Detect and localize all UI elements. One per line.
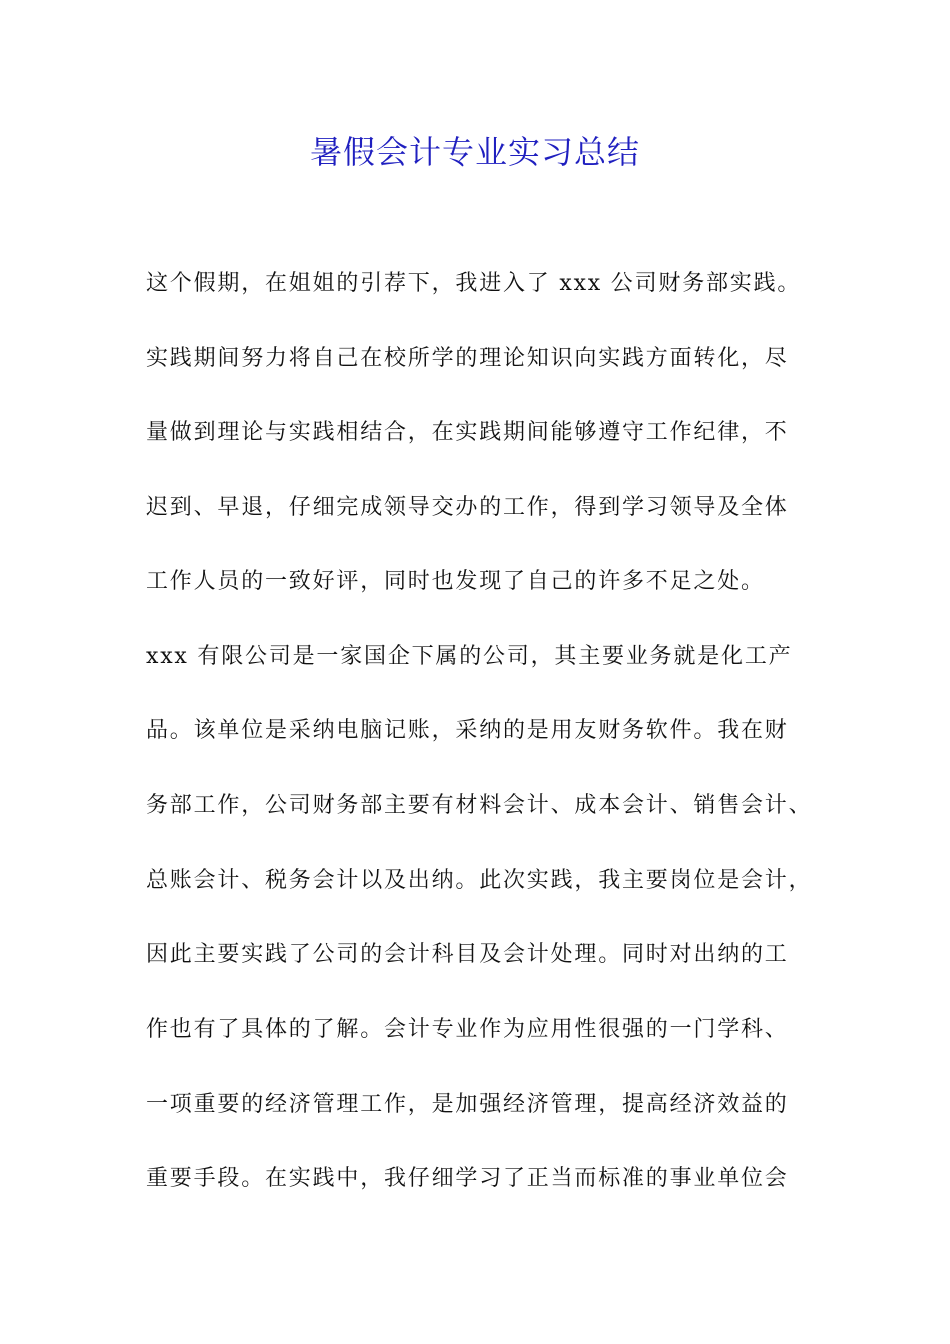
paragraph-line: 品。该单位是采纳电脑记账，采纳的是用友财务软件。我在财 xyxy=(146,718,789,743)
paragraph-line: 迟到、早退，仔细完成领导交办的工作，得到学习领导及全体 xyxy=(146,495,789,520)
paragraph-line: 作也有了具体的了解。会计专业作为应用性很强的一门学科、 xyxy=(146,1017,789,1042)
paragraph-line: xxx 有限公司是一家国企下属的公司，其主要业务就是化工产 xyxy=(146,644,793,669)
paragraph-line: 实践期间努力将自己在校所学的理论知识向实践方面转化，尽 xyxy=(146,346,789,371)
paragraph-line: 工作人员的一致好评，同时也发现了自己的许多不足之处。 xyxy=(146,569,765,594)
paragraph-line: 一项重要的经济管理工作，是加强经济管理，提高经济效益的 xyxy=(146,1092,789,1117)
paragraph-line: 重要手段。在实践中，我仔细学习了正当而标准的事业单位会 xyxy=(146,1166,789,1191)
paragraph-line: 量做到理论与实践相结合，在实践期间能够遵守工作纪律，不 xyxy=(146,420,789,445)
paragraph-line: 务部工作，公司财务部主要有材料会计、成本会计、销售会计、 xyxy=(146,793,813,818)
document-title: 暑假会计专业实习总结 xyxy=(309,133,640,171)
paragraph-line: 这个假期，在姐姐的引荐下，我进入了 xxx 公司财务部实践。 xyxy=(146,271,802,296)
paragraph-line: 总账会计、税务会计以及出纳。此次实践，我主要岗位是会计， xyxy=(146,868,813,893)
paragraph-line: 因此主要实践了公司的会计科目及会计处理。同时对出纳的工 xyxy=(146,942,789,967)
